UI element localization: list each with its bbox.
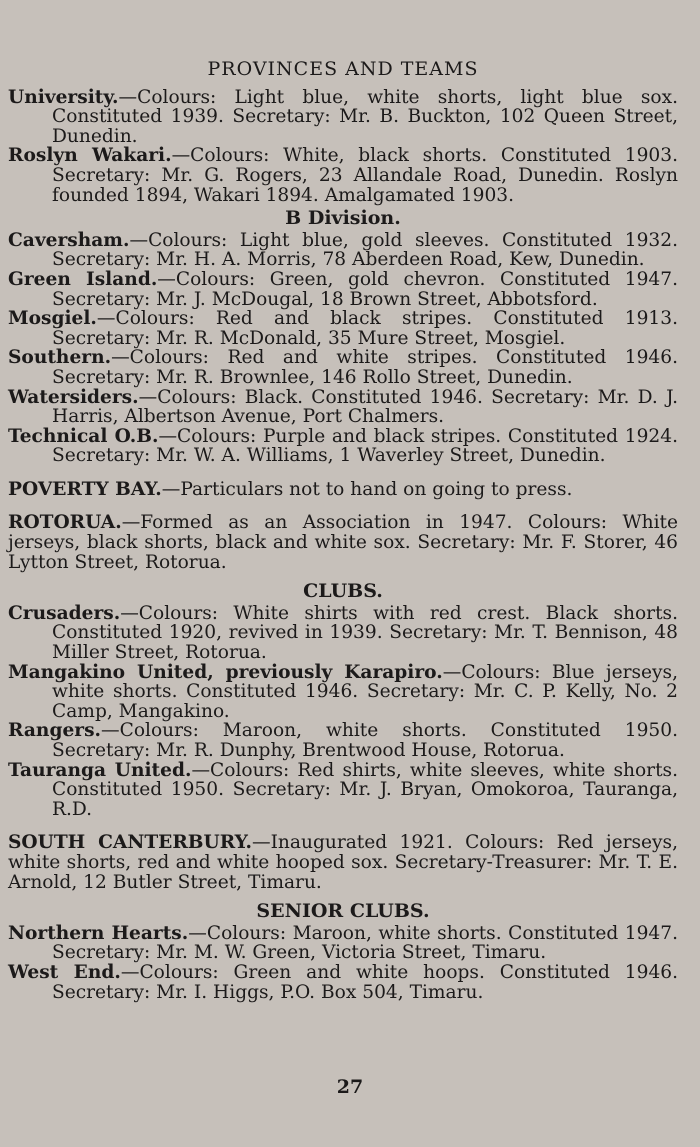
club-name: Watersiders.	[8, 386, 139, 408]
club-entry-tauranga-united	[8, 761, 678, 820]
province-details: —Formed as an Association in 1947. Colours: White jerseys, black shorts, black and white sox. Secretary: Mr. F. Storer, 46 Lytton Street, Rotorua.	[8, 512, 678, 573]
club-entry-rangers	[8, 721, 678, 760]
province-details: —Particulars not to hand on going to press.	[161, 478, 573, 500]
club-entry-northern-hearts	[8, 924, 678, 963]
club-details: —Colours: Red and white stripes. Constituted 1946. Secretary: Mr. R. Brownlee, 146 Rollo Street, Dunedin.	[52, 347, 678, 388]
club-name: Mangakino United, previously Karapiro.	[8, 661, 443, 683]
club-name: Rangers.	[8, 720, 102, 742]
club-details: —Colours: Black. Constituted 1946. Secretary: Mr. D. J. Harris, Albertson Avenue, Port Chalmers.	[52, 386, 678, 428]
b-division-heading: B Division.	[285, 207, 401, 230]
club-details: —Colours: White shirts with red crest. Black shorts. Constituted 1920, revived in 1939. Secretary: Mr. T. Bennison, 48 Miller Street, Rotorua.	[52, 602, 678, 664]
club-entry-mangakino-united	[8, 663, 678, 722]
club-entry-green-island	[8, 270, 678, 309]
clubs-heading: CLUBS.	[303, 580, 383, 603]
club-entry-technical-ob	[8, 427, 678, 466]
province-name: ROTORUA.	[8, 512, 122, 534]
club-details: —Colours: Blue jerseys, white shorts. Constituted 1946. Secretary: Mr. C. P. Kelly, No. 2 Camp, Mangakino.	[52, 661, 678, 722]
club-details: —Colours: Light blue, white shorts, light blue sox. Constituted 1939. Secretary: Mr. B. Buckton, 102 Queen Street, Dunedin.	[52, 86, 678, 147]
province-poverty-bay	[8, 480, 678, 500]
page-number: 27	[336, 1076, 364, 1098]
club-entry-crusaders	[8, 604, 678, 663]
club-name: Mosgiel.	[8, 308, 97, 330]
club-name: Crusaders.	[8, 602, 121, 624]
club-name: Green Island.	[8, 268, 158, 290]
club-details: —Colours: Light blue, gold sleeves. Constituted 1932. Secretary: Mr. H. A. Morris, 78 Aberdeen Road, Kew, Dunedin.	[52, 229, 678, 271]
club-details: —Colours: Green and white hoops. Constituted 1946. Secretary: Mr. I. Higgs, P.O. Box 504, Timaru.	[52, 961, 679, 1003]
club-entry-watersiders	[8, 388, 678, 427]
province-name: POVERTY BAY.	[8, 478, 162, 500]
club-entry-university	[8, 88, 678, 147]
senior-clubs-heading: SENIOR CLUBS.	[256, 900, 430, 923]
province-south-canterbury	[8, 833, 678, 892]
club-name: Northern Hearts.	[8, 922, 189, 944]
club-entry-mosgiel	[8, 309, 678, 348]
club-name: Tauranga United.	[8, 759, 192, 781]
club-details: —Colours: Purple and black stripes. Constituted 1924. Secretary: Mr. W. A. Williams, 1 Waverley Street, Dunedin.	[52, 425, 678, 467]
club-details: —Colours: Red and black stripes. Constituted 1913. Secretary: Mr. R. McDonald, 35 Mure Street, Mosgiel.	[52, 308, 678, 349]
club-name: Technical O.B.	[8, 425, 159, 447]
province-name: SOUTH CANTERBURY.	[8, 832, 252, 854]
club-name: West End.	[8, 961, 121, 983]
club-name: Caversham.	[8, 229, 130, 251]
club-details: —Colours: Maroon, white shorts. Constituted 1947. Secretary: Mr. M. W. Green, Victoria Street, Timaru.	[52, 922, 678, 964]
club-entry-roslyn-wakari	[8, 146, 678, 205]
club-entry-caversham	[8, 231, 678, 270]
club-details: —Colours: Maroon, white shorts. Constituted 1950. Secretary: Mr. R. Dunphy, Brentwood House, Rotorua.	[52, 720, 678, 761]
club-name: Southern.	[8, 347, 112, 369]
province-rotorua	[8, 513, 678, 572]
club-entry-west-end	[8, 963, 678, 1002]
province-details: —Inaugurated 1921. Colours: Red jerseys, white shorts, red and white hooped sox. Secretary-Treasurer: Mr. T. E. Arnold, 12 Butler Street, Timaru.	[8, 832, 679, 893]
club-details: —Colours: White, black shorts. Constituted 1903. Secretary: Mr. G. Rogers, 23 Allandale Road, Dunedin. Roslyn founded 1894, Wakari 1894. Amalgamated 1903.	[52, 145, 678, 206]
club-entry-southern	[8, 348, 678, 387]
club-details: —Colours: Red shirts, white sleeves, white shorts. Constituted 1950. Secretary: Mr. J. Bryan, Omokoroa, Tauranga, R.D.	[52, 759, 678, 820]
running-head: PROVINCES AND TEAMS	[207, 58, 479, 80]
club-details: —Colours: Green, gold chevron. Constituted 1947. Secretary: Mr. J. McDougal, 18 Brown Street, Abbotsford.	[52, 268, 678, 310]
club-name: University.	[8, 86, 119, 108]
club-name: Roslyn Wakari.	[8, 145, 172, 167]
